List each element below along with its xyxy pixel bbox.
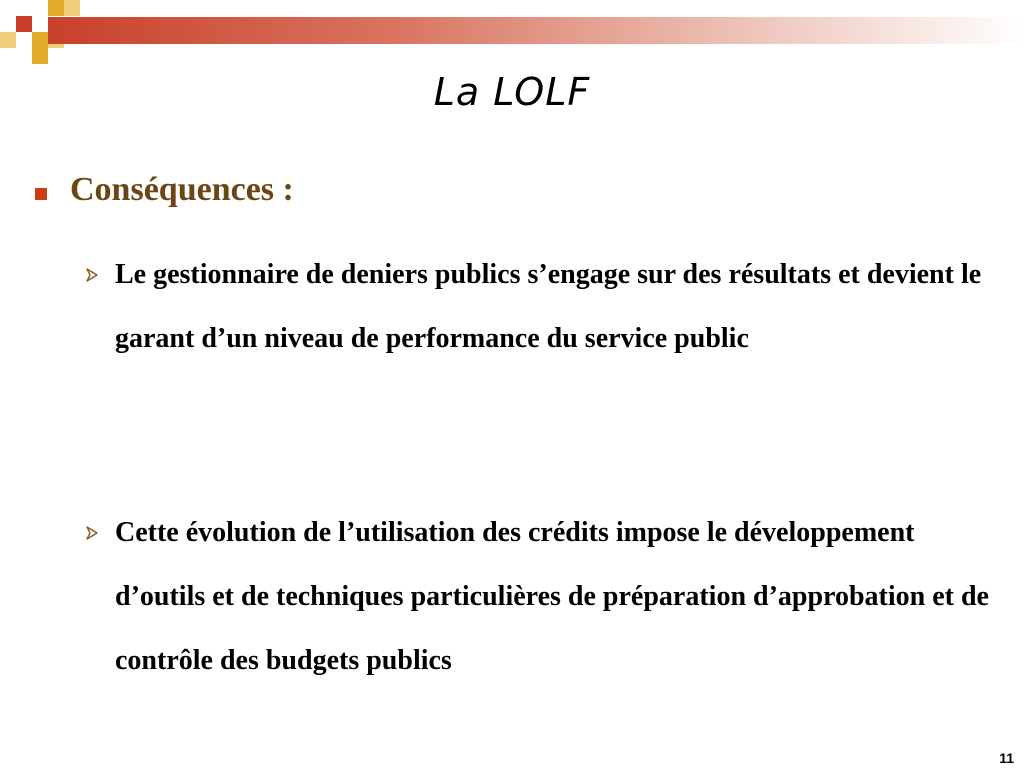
arrow-bullet-icon: [84, 267, 100, 283]
decor-square: [32, 48, 48, 64]
arrow-bullet-icon: [84, 525, 100, 541]
decor-square: [64, 0, 80, 16]
decor-square: [48, 0, 64, 16]
sub-bullet-text: Le gestionnaire de deniers publics s’engage sur des résultats et devient le garant d’un niveau de performance du service public: [115, 259, 982, 354]
decor-square: [0, 32, 16, 48]
decor-square: [32, 32, 48, 48]
header-bar: [48, 17, 1024, 44]
decor-square: [16, 16, 32, 32]
square-bullet-icon: [35, 188, 47, 200]
main-bullet-text: Conséquences :: [70, 171, 294, 208]
sub-bullet-text: Cette évolution de l’utilisation des crédits impose le développement d’outils et de techniques particulières de préparation d’approbation et de contrôle des budgets publics: [115, 517, 989, 676]
slide-title: La LOLF: [433, 70, 591, 114]
page-number: 11: [999, 750, 1014, 766]
